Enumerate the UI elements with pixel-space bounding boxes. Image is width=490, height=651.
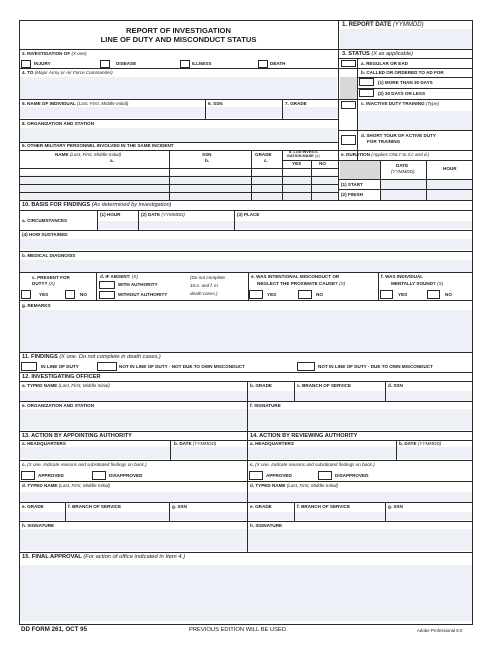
software-note: Adobe Professional 8.0 [417,628,463,633]
reviewing-name-label: d. TYPED NAME (Last, First, Middle Initial) [250,483,339,488]
appointing-disapproved-checkbox[interactable] [92,471,106,480]
grade-field[interactable] [283,107,338,118]
appointing-ssn-label: g. SSN [172,504,187,509]
more-than-30-checkbox[interactable] [359,78,374,86]
reviewing-name-field[interactable] [248,492,472,502]
how-sustained-field[interactable] [20,239,472,250]
appointing-approved-checkbox[interactable] [21,471,35,480]
duration-finish-row: (2) FINISH [341,192,363,197]
short-tour-label-2: FOR TRAINING [367,139,401,144]
present-yes-checkbox[interactable] [21,290,31,299]
circumstances-date-field[interactable] [139,221,234,229]
appointing-grade-label: e. GRADE [22,504,44,509]
circumstances-label: a. CIRCUMSTANCES [22,218,68,223]
report-date-label: 1. REPORT DATE (YYMMDD) [342,22,424,28]
officer-branch-label: c. BRANCH OF SERVICE [297,383,352,388]
reviewing-branch-label: f. BRANCH OF SERVICE [297,504,351,509]
injury-checkbox[interactable] [21,60,31,68]
col-d-label-2: GATION MADE (X) [287,154,320,158]
report-date-field[interactable] [340,29,472,49]
misconduct-no-checkbox[interactable] [298,290,312,299]
medical-diagnosis-field[interactable] [20,260,472,272]
other-personnel-label: 9. OTHER MILITARY PERSONNEL INVOLVED IN THE SAME INCIDENT [22,143,174,148]
inactive-duty-label: c. INACTIVE DUTY TRAINING (Type) [361,101,439,106]
with-authority-option: WITH AUTHORITY [118,282,158,287]
officer-name-label: a. TYPED NAME (Last, First, Middle Initial) [22,383,110,388]
appointing-signature-label: h. SIGNATURE [22,523,55,528]
duration-date-col: DATE [396,163,409,168]
final-approval-field[interactable] [20,565,472,621]
death-option: DEATH [270,61,286,66]
status-grey-column [340,77,358,99]
misconduct-yes-option: YES [267,292,277,297]
circumstances-hour-field[interactable] [98,221,138,229]
findings-label: 11. FINDINGS (X one. Do not complete in death cases.) [22,354,161,360]
inactive-duty-checkbox[interactable] [341,101,356,109]
organization-label: 8. ORGANIZATION AND STATION [22,121,95,126]
mentally-sound-question-1: f. WAS INDIVIDUAL [381,274,424,279]
inactive-duty-type-field[interactable] [358,111,472,130]
without-authority-option: WITHOUT AUTHORITY [118,292,168,297]
col-grade-label: GRADE [255,152,272,157]
investigation-of-label: 2. INVESTIGATION OF (X one) [22,51,87,56]
not-in-line-misconduct-option: NOT IN LINE OF DUTY - DUE TO OWN MISCONDUCT [318,364,433,369]
investigating-officer-label: 12. INVESTIGATING OFFICER [22,374,101,380]
form-title-line2: LINE OF DUTY AND MISCONDUCT STATUS [100,35,257,45]
personnel-table-fields[interactable] [20,175,337,200]
regular-ead-option: a. REGULAR OR EAD [361,61,408,66]
not-in-line-not-misconduct-option: NOT IN LINE OF DUTY - NOT DUE TO OWN MISCONDUCT [119,364,245,369]
sound-yes-checkbox[interactable] [380,290,393,299]
status-label: 3. STATUS (X as applicable) [342,51,413,57]
in-line-option: IN LINE OF DUTY [41,364,79,369]
reviewing-approved-checkbox[interactable] [249,471,263,480]
officer-ssn-field[interactable] [386,391,472,401]
reviewing-date-label: b. DATE (YYMMDD) [399,441,442,446]
circumstances-place-field[interactable] [235,221,472,229]
officer-grade-label: b. GRADE [250,383,272,388]
officer-organization-field[interactable] [20,409,247,430]
short-tour-checkbox[interactable] [341,135,356,145]
without-authority-checkbox[interactable] [99,291,115,299]
appointing-name-field[interactable] [20,492,247,502]
appointing-decision-label: c. (X one. Indicate reasons and substituted findings on back.) [22,462,147,467]
reviewing-grade-label: e. GRADE [250,504,272,509]
col-a-label: a. [110,158,114,163]
death-checkbox[interactable] [258,60,268,68]
duration-hour-col: HOUR [443,166,457,171]
remarks-label: g. REMARKS [22,303,51,308]
present-no-option: NO [80,292,87,297]
reviewing-grade-row-field[interactable] [248,512,472,520]
misconduct-question-2: NEGLECT THE PROXIMATE CAUSE? (X) [257,281,346,286]
appointing-headquarters-field[interactable] [20,447,170,459]
col-c-label: c. [264,158,268,163]
illness-option: ILLNESS [192,61,212,66]
circumstances-place-label: (3) PLACE [237,212,260,217]
present-for-duty-label-1: c. PRESENT FOR [32,275,70,280]
officer-organization-label: e. ORGANIZATION AND STATION [22,403,95,408]
disease-checkbox[interactable] [100,60,110,68]
reviewing-disapproved-checkbox[interactable] [318,471,332,480]
short-tour-label-1: d. SHORT TOUR OF ACTIVE DUTY [361,133,437,138]
how-sustained-label: (4) HOW SUSTAINED [22,232,68,237]
appointing-headquarters-label: a. HEADQUARTERS [22,441,66,446]
appointing-branch-label: f. BRANCH OF SERVICE [68,504,122,509]
illness-checkbox[interactable] [180,60,190,68]
sound-no-option: NO [445,292,452,297]
appointing-grade-row-field[interactable] [20,512,247,520]
name-field[interactable] [20,107,206,118]
reviewing-decision-label: c. (X one. Indicate reasons and substituted findings on back.) [250,462,375,467]
reviewing-signature-field[interactable] [248,529,472,551]
misconduct-yes-checkbox[interactable] [249,290,263,299]
final-approval-label: 15. FINAL APPROVAL (For action of office indicated in Item 4.) [22,554,186,560]
misconduct-question-1: e. WAS INTENTIONAL MISCONDUCT OR [251,274,340,279]
col-name-label: NAME (Last, First, Middle Initial) [55,152,122,157]
col-d-label-1: d. LOD INVESTI- [289,150,319,154]
appointing-date-field[interactable] [171,447,247,459]
reviewing-signature-label: h. SIGNATURE [250,523,283,528]
duration-start-row: (1) START [341,182,363,187]
basis-label: 10. BASIS FOR FINDINGS (As determined by investigation) [22,202,172,208]
not-in-line-not-misconduct-checkbox[interactable] [97,362,117,371]
officer-signature-field[interactable] [248,409,472,430]
present-no-checkbox[interactable] [65,290,75,299]
ssn-label: 6. SSN [208,101,223,106]
called-ordered-label: b. CALLED OR ORDERED TO AD FOR [361,70,444,75]
grade-label: 7. GRADE [285,101,307,106]
officer-name-field[interactable] [20,391,247,401]
appointing-approved-option: APPROVED [38,473,64,478]
30-or-less-checkbox[interactable] [359,89,374,97]
duration-grey-header [340,160,380,179]
name-label: 5. NAME OF INDIVIDUAL (Last, First, Middle Initial) [22,101,129,106]
duration-date-hint: (YYMMDD) [391,169,415,174]
duration-label: e. DURATION (Applies ONLY to 3.c and d.) [341,152,430,157]
not-in-line-misconduct-checkbox[interactable] [297,362,315,371]
form-id: DD FORM 261, OCT 95 [21,626,88,633]
dd-form-261 [19,20,473,625]
ssn-field[interactable] [206,107,283,118]
absent-note-1: (Do not complete [190,275,225,280]
30-or-less-option: (2) 30 DAYS OR LESS [378,91,426,96]
officer-grade-field[interactable] [248,391,294,401]
reviewing-date-field[interactable] [397,447,472,459]
reviewing-authority-label: 14. ACTION BY REVIEWING AUTHORITY [250,433,358,439]
medical-diagnosis-label: b. MEDICAL DIAGNOSIS [22,253,76,258]
absent-note-3: death cases.) [190,291,218,296]
col-ssn-label: SSN [202,152,212,157]
to-field[interactable] [20,77,337,99]
appointing-name-label: d. TYPED NAME (Last, First, Middle Initial) [22,483,111,488]
col-yes-label: YES [292,161,302,166]
present-yes-option: YES [39,292,49,297]
reviewing-disapproved-option: DISAPPROVED [335,473,369,478]
officer-branch-field[interactable] [295,391,385,401]
form-title-line1: REPORT OF INVESTIGATION [126,26,231,35]
injury-option: INJURY [34,61,51,66]
mentally-sound-question-2: MENTALLY SOUND? (X) [391,281,444,286]
appointing-signature-field[interactable] [20,529,247,551]
appointing-disapproved-option: DISAPPROVED [109,473,143,478]
remarks-field[interactable] [20,310,472,352]
reviewing-approved-option: APPROVED [266,473,292,478]
reviewing-headquarters-label: a. HEADQUARTERS [250,441,294,446]
regular-ead-checkbox[interactable] [341,60,356,67]
edition-note: PREVIOUS EDITION WILL BE USED. [189,627,288,633]
misconduct-no-option: NO [316,292,323,297]
to-label: 4. TO (Major Army or Air Force Commander) [22,70,113,75]
appointing-authority-label: 13. ACTION BY APPOINTING AUTHORITY [22,433,132,439]
form-title [19,26,338,45]
disease-option: DISEASE [116,61,137,66]
reviewing-ssn-label: g. SSN [388,504,403,509]
circumstances-date-label: (2) DATE (YYMMDD) [141,212,185,217]
sound-yes-option: YES [398,292,408,297]
circumstances-hour-label: (1) HOUR [100,212,121,217]
reviewing-headquarters-field[interactable] [248,447,396,459]
col-b-label: b. [205,158,210,163]
appointing-date-label: b. DATE (YYMMDD) [174,441,217,446]
officer-ssn-label: d. SSN [388,383,403,388]
more-than-30-option: (1) MORE THAN 30 DAYS [378,80,433,85]
present-for-duty-label-2: DUTY? (X) [32,281,55,286]
absent-note-2: 10.e. and f. in [190,283,218,288]
sound-no-checkbox[interactable] [427,290,440,299]
col-no-label: NO [319,161,326,166]
in-line-checkbox[interactable] [21,362,37,371]
if-absent-label: d. IF ABSENT: (X) [100,274,138,279]
with-authority-checkbox[interactable] [99,281,115,289]
organization-field[interactable] [20,128,337,142]
officer-signature-label: f. SIGNATURE [250,403,281,408]
